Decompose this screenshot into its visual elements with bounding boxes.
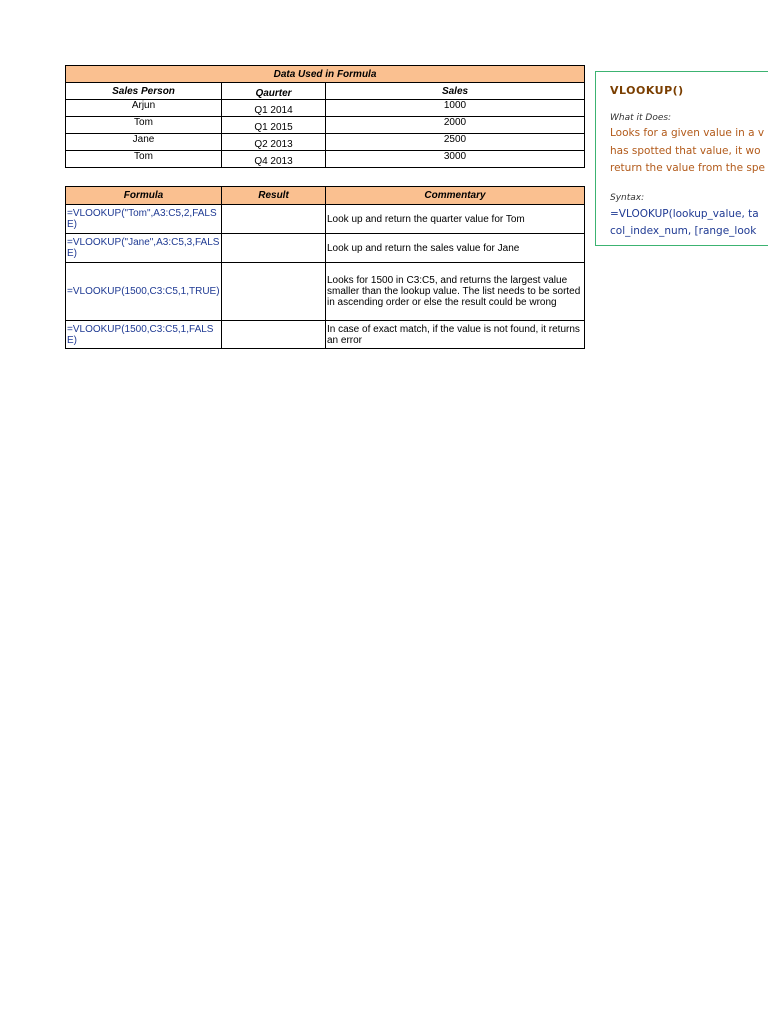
cell-formula[interactable]: =VLOOKUP("Jane",A3:C5,3,FALSE) [66, 234, 222, 263]
description-line: return the value from the spe [610, 162, 765, 174]
table-row [66, 263, 585, 321]
description-line: has spotted that value, it wo [610, 145, 761, 157]
formula-table [65, 186, 585, 349]
cell-sales-person[interactable]: Arjun [66, 100, 222, 117]
header-sales-person[interactable]: Sales Person [66, 83, 222, 100]
cell-commentary[interactable]: Looks for 1500 in C3:C5, and returns the largest value smaller than the lookup value. The list needs to be sorted in ascending order or else the result could be wrong [326, 263, 585, 321]
cell-formula[interactable]: =VLOOKUP(1500,C3:C5,1,FALSE) [66, 321, 222, 349]
table-row [66, 151, 585, 168]
cell-quarter[interactable]: Q4 2013 [222, 151, 326, 168]
cell-sales-person[interactable]: Jane [66, 134, 222, 151]
table-row [66, 234, 585, 263]
table-row [66, 321, 585, 349]
header-sales[interactable]: Sales [326, 83, 585, 100]
header-commentary[interactable]: Commentary [326, 187, 585, 205]
cell-commentary[interactable]: In case of exact match, if the value is not found, it returns an error [326, 321, 585, 349]
cell-commentary[interactable]: Look up and return the quarter value for Tom [326, 205, 585, 234]
cell-result[interactable] [222, 205, 326, 234]
cell-sales[interactable]: 1000 [326, 100, 585, 117]
header-formula[interactable]: Formula [66, 187, 222, 205]
panel-title: VLOOKUP() [610, 84, 684, 97]
what-it-does-label: What it Does: [610, 113, 672, 123]
data-table [65, 65, 585, 168]
cell-quarter[interactable]: Q2 2013 [222, 134, 326, 151]
cell-sales[interactable]: 2500 [326, 134, 585, 151]
function-help-panel [595, 71, 768, 246]
header-quarter[interactable]: Qaurter [222, 83, 326, 100]
data-table-title[interactable]: Data Used in Formula [66, 66, 585, 83]
table-row [66, 205, 585, 234]
table-row [66, 100, 585, 117]
cell-quarter[interactable]: Q1 2014 [222, 100, 326, 117]
description-line: Looks for a given value in a v [610, 127, 765, 139]
cell-quarter[interactable]: Q1 2015 [222, 117, 326, 134]
cell-formula[interactable]: =VLOOKUP("Tom",A3:C5,2,FALSE) [66, 205, 222, 234]
cell-result[interactable] [222, 234, 326, 263]
cell-sales-person[interactable]: Tom [66, 117, 222, 134]
cell-sales[interactable]: 2000 [326, 117, 585, 134]
cell-sales[interactable]: 3000 [326, 151, 585, 168]
syntax-label: Syntax: [610, 193, 645, 203]
cell-result[interactable] [222, 321, 326, 349]
table-row [66, 134, 585, 151]
syntax-line: =VLOOKUP(lookup_value, ta [610, 208, 759, 220]
header-result[interactable]: Result [222, 187, 326, 205]
cell-commentary[interactable]: Look up and return the sales value for Jane [326, 234, 585, 263]
table-row [66, 117, 585, 134]
cell-result[interactable] [222, 263, 326, 321]
cell-sales-person[interactable]: Tom [66, 151, 222, 168]
syntax-line: col_index_num, [range_look [610, 225, 757, 237]
cell-formula[interactable]: =VLOOKUP(1500,C3:C5,1,TRUE) [66, 263, 222, 321]
